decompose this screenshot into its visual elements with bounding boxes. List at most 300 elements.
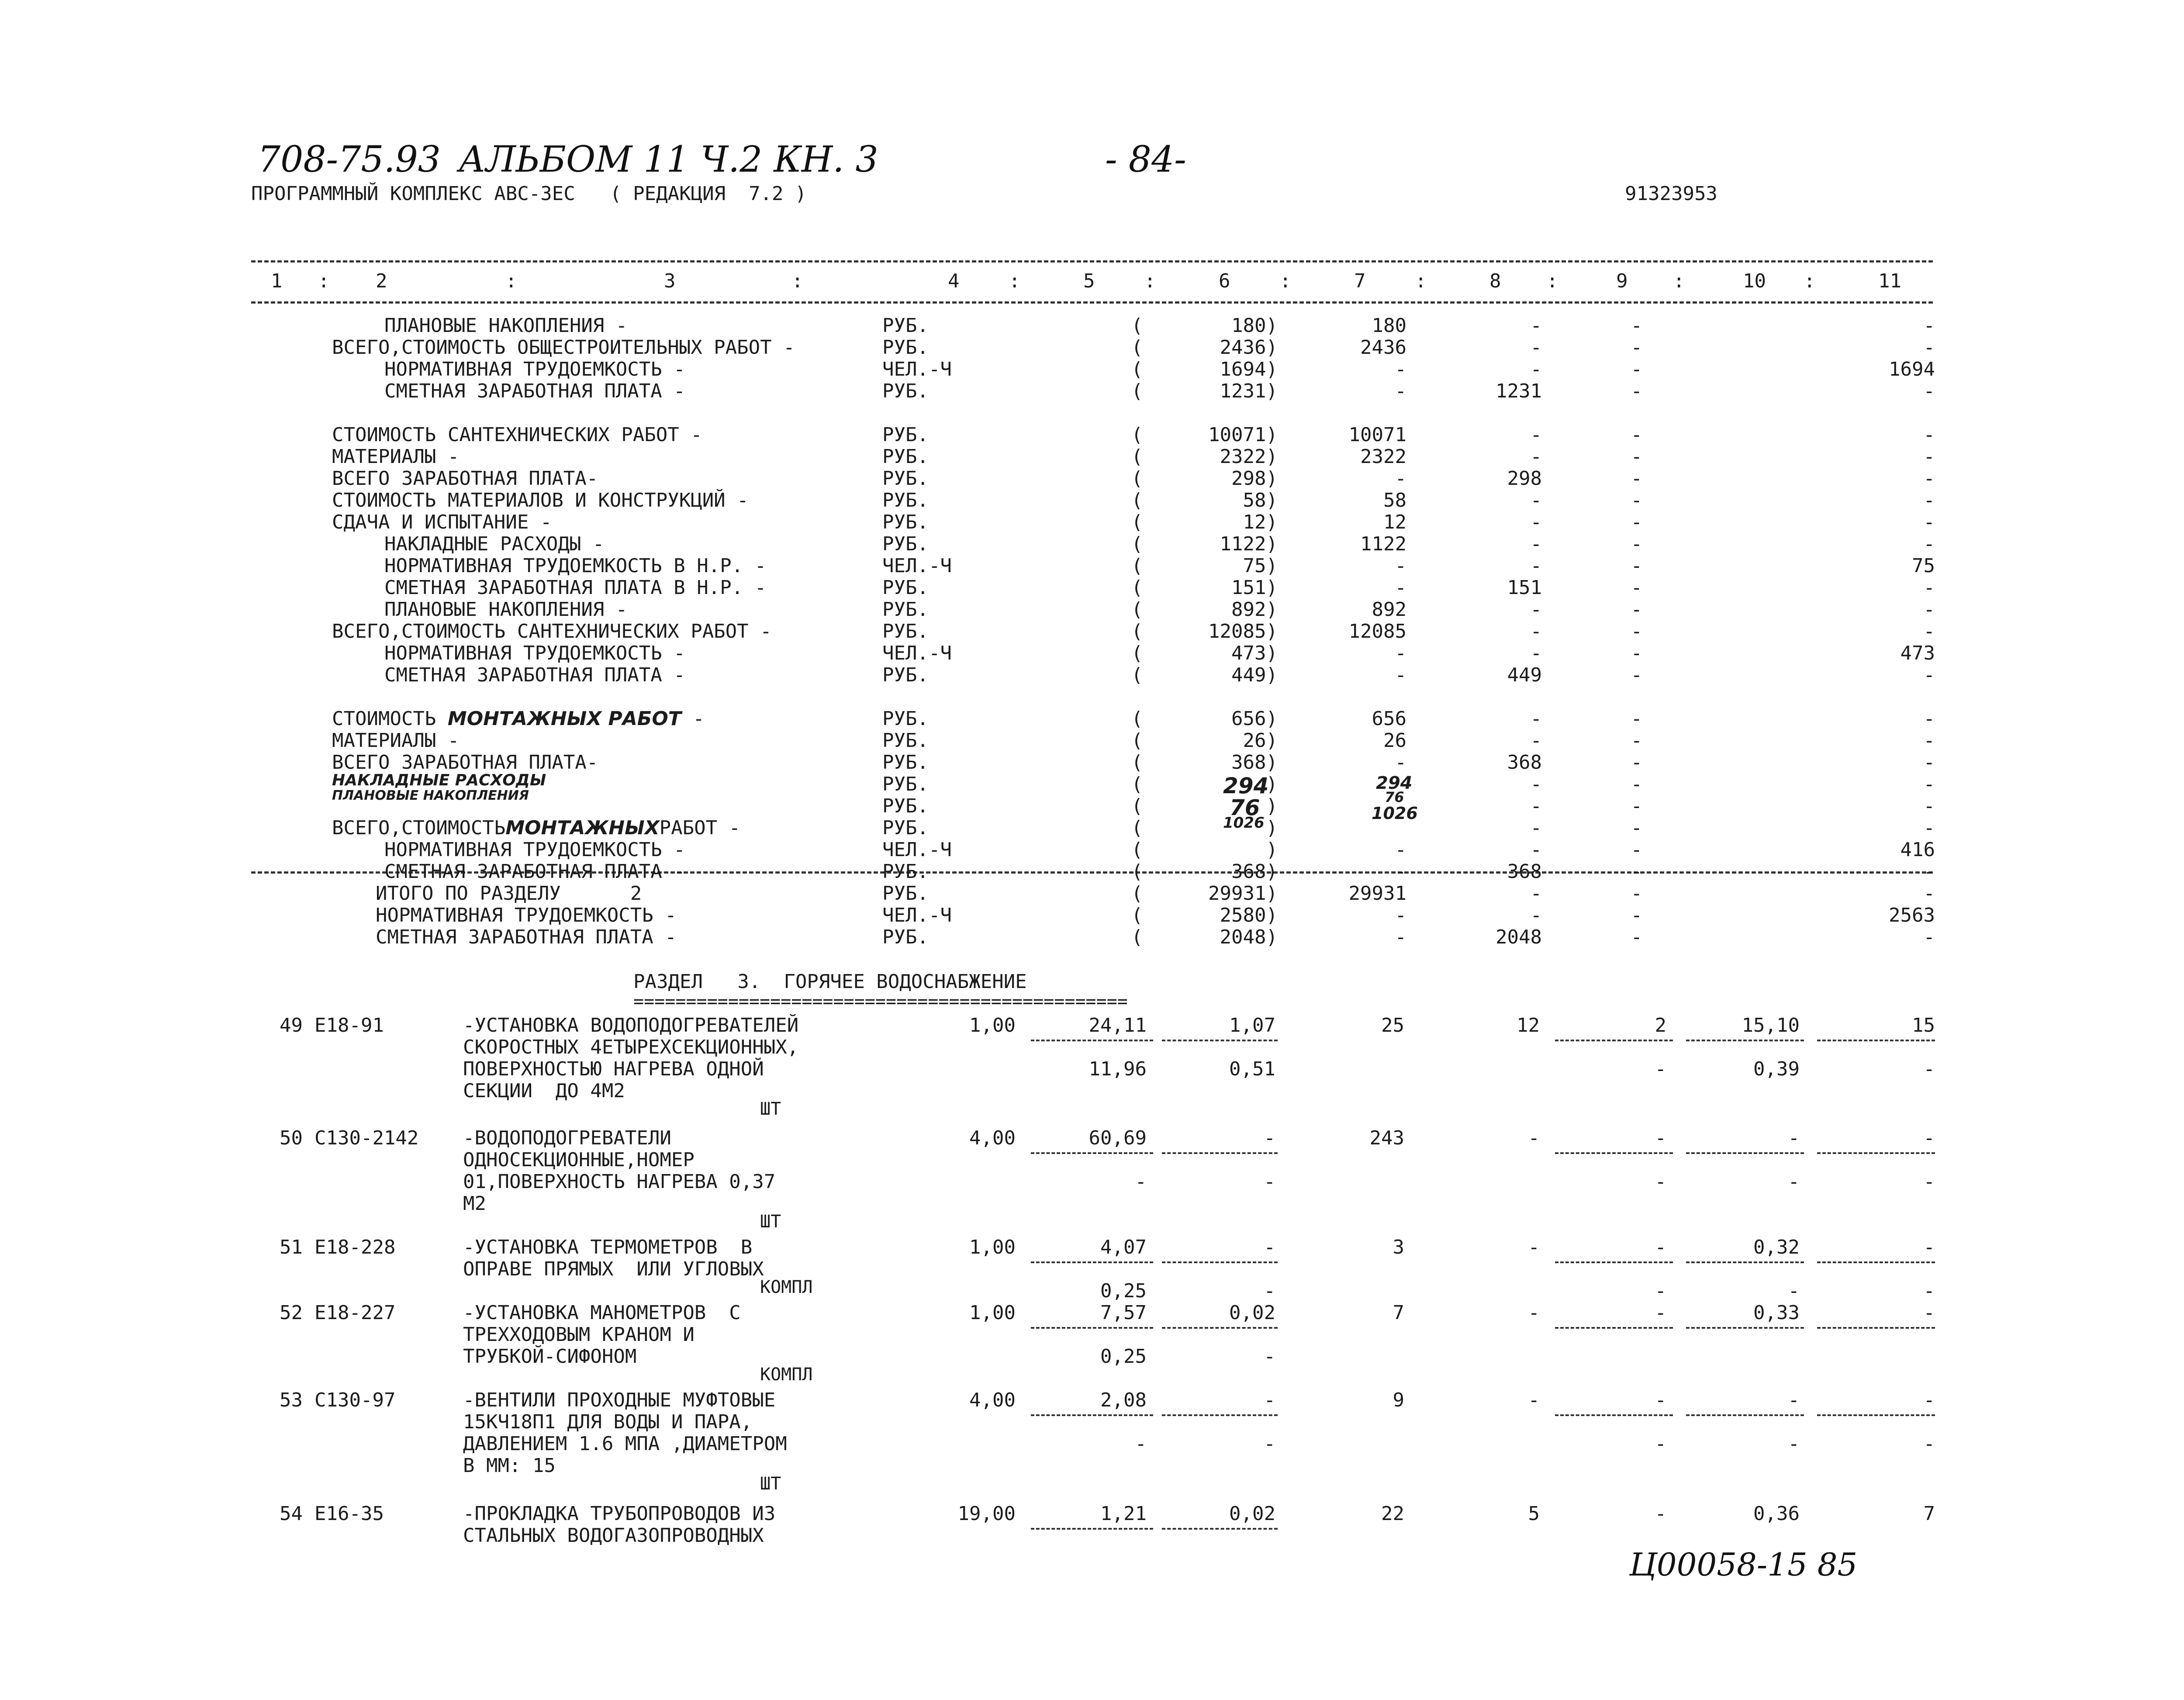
summary-unit: ЧЕЛ.-Ч xyxy=(882,555,952,577)
item-value-separator xyxy=(1162,1152,1278,1154)
summary-c6: 368) xyxy=(1231,860,1278,883)
summary-c9: - xyxy=(1631,795,1642,817)
item-value-separator xyxy=(1686,1414,1804,1416)
item-value-separator xyxy=(1817,1152,1935,1154)
item-description-line: -ВЕНТИЛИ ПРОХОДНЫЕ МУФТОВЫЕ xyxy=(463,1389,776,1411)
item-description-line: 15КЧ18П1 ДЛЯ ВОДЫ И ПАРА, xyxy=(463,1411,753,1433)
item-c11: 7 xyxy=(1923,1503,1935,1525)
summary-unit: РУБ. xyxy=(882,708,929,730)
summary-c9: - xyxy=(1631,336,1642,359)
item-code: С130-2142 xyxy=(314,1127,419,1149)
summary-open-paren: ( xyxy=(1131,358,1143,380)
item-number: 49 xyxy=(280,1014,303,1037)
summary-c9: - xyxy=(1631,751,1642,774)
item-r2-c5: 11,96 xyxy=(1089,1058,1147,1080)
summary-label xyxy=(332,489,749,511)
summary-c7: - xyxy=(1395,555,1406,577)
summary-open-paren: ( xyxy=(1131,773,1143,795)
item-c9: - xyxy=(1655,1389,1666,1411)
summary-c6: 58) xyxy=(1243,489,1278,511)
summary-c8: - xyxy=(1530,489,1542,511)
item-r2-c11: - xyxy=(1923,1058,1935,1080)
summary-c7: - xyxy=(1395,839,1406,861)
summary-open-paren: ( xyxy=(1131,860,1143,883)
item-c6: 1,07 xyxy=(1229,1014,1275,1037)
summary-c9: - xyxy=(1631,577,1642,599)
summary-label xyxy=(384,533,604,555)
summary-c6: ) xyxy=(1266,839,1278,861)
item-r2-c6: - xyxy=(1264,1433,1275,1455)
summary-c7: 180 xyxy=(1372,314,1406,337)
handwritten-294-c6: 294 xyxy=(1223,773,1269,798)
column-separator: : xyxy=(1279,270,1291,292)
summary-c7: - xyxy=(1395,577,1406,599)
item-code: Е18-228 xyxy=(314,1236,396,1258)
totals-open-paren: ( xyxy=(1131,904,1143,926)
summary-unit: РУБ. xyxy=(882,577,929,599)
summary-c6: 26) xyxy=(1243,729,1278,752)
summary-c7: - xyxy=(1395,380,1406,402)
summary-c11: - xyxy=(1923,467,1935,490)
item-c8: - xyxy=(1528,1389,1540,1411)
summary-c11: - xyxy=(1923,314,1935,337)
column-separator: : xyxy=(505,270,517,292)
summary-label xyxy=(332,336,795,359)
summary-open-paren: ( xyxy=(1131,336,1143,359)
item-description-line: ОДНОСЕКЦИОННЫЕ,НОМЕР xyxy=(463,1149,695,1171)
summary-c11: - xyxy=(1923,795,1935,817)
summary-c11: - xyxy=(1923,729,1935,752)
column-header-9: 9 xyxy=(1616,270,1628,292)
summary-c7: 892 xyxy=(1372,598,1406,621)
summary-unit: РУБ. xyxy=(882,729,929,752)
item-description-line: -УСТАНОВКА МАНОМЕТРОВ С xyxy=(463,1302,741,1324)
item-value-separator xyxy=(1031,1040,1153,1041)
summary-c11: - xyxy=(1923,620,1935,643)
item-unit: ШТ xyxy=(760,1212,781,1232)
item-c11: - xyxy=(1923,1127,1935,1149)
item-description-line: ТРЕХХОДОВЫМ КРАНОМ И xyxy=(463,1323,695,1346)
column-header-5: 5 xyxy=(1083,270,1095,292)
totals-c11: 2563 xyxy=(1889,904,1935,926)
item-c11: 15 xyxy=(1912,1014,1935,1037)
item-c7: 7 xyxy=(1393,1302,1404,1324)
item-r2-c10: - xyxy=(1788,1280,1800,1302)
summary-label xyxy=(384,555,766,577)
summary-c6: 656) xyxy=(1231,708,1278,730)
item-description-line: -ПРОКЛАДКА ТРУБОПРОВОДОВ ИЗ xyxy=(463,1503,776,1525)
summary-label-text: СТОИМОСТЬ МАТЕРИАЛОВ И КОНСТРУКЦИЙ - xyxy=(332,489,749,511)
summary-c8: - xyxy=(1530,533,1542,555)
totals-c8: - xyxy=(1530,882,1542,905)
item-r2-c10: - xyxy=(1788,1171,1800,1193)
summary-c9: - xyxy=(1631,424,1642,446)
totals-c11: - xyxy=(1923,926,1935,948)
item-c4: 4,00 xyxy=(969,1127,1016,1149)
summary-open-paren: ( xyxy=(1131,489,1143,511)
summary-c7: - xyxy=(1395,358,1406,380)
summary-open-paren: ( xyxy=(1131,839,1143,861)
totals-open-paren: ( xyxy=(1131,926,1143,948)
summary-unit: ЧЕЛ.-Ч xyxy=(882,358,952,380)
summary-label-text: ПЛАНОВЫЕ НАКОПЛЕНИЯ - xyxy=(384,314,628,337)
summary-c8: - xyxy=(1530,511,1542,533)
summary-c8: 151 xyxy=(1507,577,1542,599)
summary-c6: 473) xyxy=(1231,642,1278,664)
summary-label xyxy=(332,511,552,533)
summary-c11: - xyxy=(1923,577,1935,599)
item-r2-c5: 0,25 xyxy=(1100,1280,1147,1302)
totals-unit: РУБ. xyxy=(882,926,929,948)
program-title: ПРОГРАММНЫЙ КОМПЛЕКС АВС-3ЕС ( РЕДАКЦИЯ 7.2 ) xyxy=(251,183,807,205)
summary-label xyxy=(332,817,740,839)
handwritten-1026-c7: 1026 xyxy=(1372,804,1418,823)
column-header-2: 2 xyxy=(376,270,387,292)
item-r2-c9: - xyxy=(1655,1280,1666,1302)
column-separator: : xyxy=(1673,270,1685,292)
summary-unit: РУБ. xyxy=(882,533,929,555)
item-c6: - xyxy=(1264,1389,1275,1411)
item-c9: - xyxy=(1655,1127,1666,1149)
item-value-separator xyxy=(1817,1327,1935,1329)
item-value-separator xyxy=(1817,1261,1935,1263)
totals-c7: - xyxy=(1395,926,1406,948)
totals-open-paren: ( xyxy=(1131,882,1143,905)
header-rule-top xyxy=(251,260,1933,263)
summary-label-text: НОРМАТИВНАЯ ТРУДОЕМКОСТЬ - xyxy=(384,642,685,664)
handwritten-294-c7: 294 xyxy=(1376,773,1413,793)
summary-c9: - xyxy=(1631,664,1642,686)
summary-open-paren: ( xyxy=(1131,511,1143,533)
summary-c6: 1122) xyxy=(1220,533,1278,555)
summary-c9: - xyxy=(1631,511,1642,533)
summary-c6: 2436) xyxy=(1220,336,1278,359)
summary-c9: - xyxy=(1631,620,1642,643)
summary-open-paren: ( xyxy=(1131,424,1143,446)
summary-open-paren: ( xyxy=(1131,642,1143,664)
item-value-separator xyxy=(1162,1040,1278,1041)
summary-unit: РУБ. xyxy=(882,314,929,337)
summary-unit: РУБ. xyxy=(882,598,929,621)
totals-label: СМЕТНАЯ ЗАРАБОТНАЯ ПЛАТА - xyxy=(376,926,677,948)
summary-open-paren: ( xyxy=(1131,708,1143,730)
item-value-separator xyxy=(1031,1414,1153,1416)
item-code: Е16-35 xyxy=(314,1503,384,1525)
item-c5: 1,21 xyxy=(1100,1503,1147,1525)
item-c4: 1,00 xyxy=(969,1302,1016,1324)
item-value-separator xyxy=(1162,1261,1278,1263)
handwritten-76-c6: 76 xyxy=(1230,795,1260,820)
summary-c8: - xyxy=(1530,424,1542,446)
summary-label-text: ПЛАНОВЫЕ НАКОПЛЕНИЯ - xyxy=(384,598,628,621)
summary-label-text: НОРМАТИВНАЯ ТРУДОЕМКОСТЬ - xyxy=(384,839,685,861)
summary-c11: - xyxy=(1923,598,1935,621)
summary-open-paren: ( xyxy=(1131,598,1143,621)
item-c6: 0,02 xyxy=(1229,1302,1275,1324)
summary-c7: - xyxy=(1395,751,1406,774)
summary-c11: 473 xyxy=(1900,642,1935,664)
summary-unit: ЧЕЛ.-Ч xyxy=(882,642,952,664)
item-number: 53 xyxy=(280,1389,303,1411)
summary-open-paren: ( xyxy=(1131,380,1143,402)
item-unit: ШТ xyxy=(760,1474,781,1494)
summary-label xyxy=(332,751,598,774)
item-value-separator xyxy=(1031,1528,1153,1530)
summary-c6: 368) xyxy=(1231,751,1278,774)
summary-unit: РУБ. xyxy=(882,751,929,774)
summary-c6: 12085) xyxy=(1208,620,1278,643)
totals-c6: 2048) xyxy=(1220,926,1278,948)
item-description-line: СТАЛЬНЫХ ВОДОГАЗОПРОВОДНЫХ xyxy=(463,1524,764,1547)
summary-label-suffix: - xyxy=(681,708,705,730)
summary-label xyxy=(384,860,685,883)
summary-c9: - xyxy=(1631,446,1642,468)
summary-c7: - xyxy=(1395,642,1406,664)
item-description-line: -ВОДОПОДОГРЕВАТЕЛИ xyxy=(463,1127,671,1149)
item-c11: - xyxy=(1923,1236,1935,1258)
summary-label xyxy=(384,380,685,402)
item-c8: 5 xyxy=(1528,1503,1540,1525)
summary-unit: РУБ. xyxy=(882,620,929,643)
summary-c8: - xyxy=(1530,729,1542,752)
summary-label xyxy=(384,598,627,621)
summary-c8: 1231 xyxy=(1496,380,1542,402)
summary-label-text: МАТЕРИАЛЫ - xyxy=(332,446,460,468)
summary-open-paren: ( xyxy=(1131,555,1143,577)
totals-label: НОРМАТИВНАЯ ТРУДОЕМКОСТЬ - xyxy=(376,904,677,926)
summary-c11: - xyxy=(1923,424,1935,446)
column-header-4: 4 xyxy=(948,270,960,292)
column-header-8: 8 xyxy=(1489,270,1501,292)
item-value-separator xyxy=(1162,1414,1278,1416)
column-header-10: 10 xyxy=(1743,270,1766,292)
summary-c8: - xyxy=(1530,336,1542,359)
item-description-line: ПОВЕРХНОСТЬЮ НАГРЕВА ОДНОЙ xyxy=(463,1058,764,1080)
item-c7: 22 xyxy=(1381,1503,1404,1525)
item-value-separator xyxy=(1686,1327,1804,1329)
summary-c7: 2322 xyxy=(1360,446,1406,468)
summary-c7: - xyxy=(1395,860,1406,883)
summary-c8: - xyxy=(1530,795,1542,817)
summary-unit: РУБ. xyxy=(882,664,929,686)
summary-c6: 1694) xyxy=(1220,358,1278,380)
handwritten-76-c7: 76 xyxy=(1385,789,1404,805)
summary-c6: 298) xyxy=(1231,467,1278,490)
summary-c6: 449) xyxy=(1231,664,1278,686)
summary-label-text: ВСЕГО,СТОИМОСТЬ xyxy=(332,817,506,839)
summary-c9: - xyxy=(1631,729,1642,752)
item-c10: 0,32 xyxy=(1753,1236,1800,1258)
item-description-line: В ММ: 15 xyxy=(463,1455,556,1477)
header-rule-bottom xyxy=(251,301,1933,304)
totals-c9: - xyxy=(1631,882,1642,905)
summary-c7: - xyxy=(1395,467,1406,490)
summary-label-text: СМЕТНАЯ ЗАРАБОТНАЯ ПЛАТА В Н.Р. - xyxy=(384,577,767,599)
totals-label: ИТОГО ПО РАЗДЕЛУ 2 xyxy=(376,882,642,905)
item-c11: - xyxy=(1923,1302,1935,1324)
summary-c6: 892) xyxy=(1231,598,1278,621)
summary-c8: 449 xyxy=(1507,664,1542,686)
summary-unit: РУБ. xyxy=(882,467,929,490)
item-description-line: -УСТАНОВКА ТЕРМОМЕТРОВ В xyxy=(463,1236,753,1258)
item-value-separator xyxy=(1817,1040,1935,1041)
item-c8: - xyxy=(1528,1127,1540,1149)
summary-c11: - xyxy=(1923,860,1935,883)
item-c4: 1,00 xyxy=(969,1236,1016,1258)
summary-c9: - xyxy=(1631,358,1642,380)
item-c5: 4,07 xyxy=(1100,1236,1147,1258)
item-c5: 2,08 xyxy=(1100,1389,1147,1411)
summary-label-text: НОРМАТИВНАЯ ТРУДОЕМКОСТЬ В Н.Р. - xyxy=(384,555,767,577)
summary-c9: - xyxy=(1631,467,1642,490)
summary-c6: 1231) xyxy=(1220,380,1278,402)
column-header-7: 7 xyxy=(1354,270,1366,292)
summary-c8: - xyxy=(1530,446,1542,468)
summary-c8: - xyxy=(1530,314,1542,337)
document-number: 91323953 xyxy=(1625,183,1717,205)
summary-open-paren: ( xyxy=(1131,314,1143,337)
summary-label xyxy=(384,314,627,337)
summary-c8: - xyxy=(1530,817,1542,839)
item-c10: - xyxy=(1788,1389,1800,1411)
summary-label-text: НАКЛАДНЫЕ РАСХОДЫ - xyxy=(384,533,605,555)
item-value-separator xyxy=(1555,1327,1673,1329)
summary-c9: - xyxy=(1631,839,1642,861)
column-header-11: 11 xyxy=(1878,270,1901,292)
section-title: РАЗДЕЛ 3. ГОРЯЧЕЕ ВОДОСНАБЖЕНИЕ xyxy=(633,971,1027,993)
item-c9: - xyxy=(1655,1302,1666,1324)
summary-open-paren: ( xyxy=(1131,817,1143,839)
summary-label xyxy=(332,729,459,752)
item-c9: - xyxy=(1655,1236,1666,1258)
summary-label-text: НОРМАТИВНАЯ ТРУДОЕМКОСТЬ - xyxy=(384,358,685,380)
summary-c8: - xyxy=(1530,642,1542,664)
item-description-line: СКОРОСТНЫХ 4ЕТЫРЕХСЕКЦИОННЫХ, xyxy=(463,1036,799,1058)
item-number: 54 xyxy=(280,1503,303,1525)
column-header-6: 6 xyxy=(1219,270,1230,292)
summary-c11: - xyxy=(1923,817,1935,839)
summary-label xyxy=(384,839,685,861)
summary-label xyxy=(332,446,459,468)
summary-open-paren: ( xyxy=(1131,577,1143,599)
summary-unit: РУБ. xyxy=(882,860,929,883)
summary-open-paren: ( xyxy=(1131,664,1143,686)
item-c10: 15,10 xyxy=(1742,1014,1800,1037)
totals-c11: - xyxy=(1923,882,1935,905)
item-value-separator xyxy=(1555,1261,1673,1263)
summary-unit: РУБ. xyxy=(882,336,929,359)
summary-c6: 10071) xyxy=(1208,424,1278,446)
summary-label-suffix: РАБОТ - xyxy=(659,817,741,839)
column-separator: : xyxy=(1415,270,1427,292)
summary-unit: РУБ. xyxy=(882,795,929,817)
item-c10: - xyxy=(1788,1127,1800,1149)
summary-c8: 298 xyxy=(1507,467,1542,490)
summary-c9: - xyxy=(1631,489,1642,511)
summary-label xyxy=(384,577,766,599)
totals-unit: РУБ. xyxy=(882,882,929,905)
column-separator: : xyxy=(1546,270,1558,292)
item-c10: 0,36 xyxy=(1753,1503,1800,1525)
item-description-line: ОПРАВЕ ПРЯМЫХ ИЛИ УГЛОВЫХ xyxy=(463,1258,764,1280)
item-c8: - xyxy=(1528,1236,1540,1258)
item-r2-c11: - xyxy=(1923,1171,1935,1193)
item-description-line: М2 xyxy=(463,1192,486,1215)
summary-c9: - xyxy=(1631,380,1642,402)
summary-c8: - xyxy=(1530,839,1542,861)
summary-c9: - xyxy=(1631,773,1642,795)
summary-open-paren: ( xyxy=(1131,751,1143,774)
summary-label-text: МАТЕРИАЛЫ - xyxy=(332,729,460,752)
item-unit: ШТ xyxy=(760,1099,781,1119)
album-label: АЛЬБОМ 11 Ч.2 КН. 3 xyxy=(459,139,878,180)
summary-c11: - xyxy=(1923,773,1935,795)
item-value-separator xyxy=(1686,1040,1804,1041)
summary-label-text: ВСЕГО ЗАРАБОТНАЯ ПЛАТА- xyxy=(332,751,598,774)
item-c4: 4,00 xyxy=(969,1389,1016,1411)
summary-unit: ЧЕЛ.-Ч xyxy=(882,839,952,861)
summary-label-text: ВСЕГО ЗАРАБОТНАЯ ПЛАТА- xyxy=(332,467,598,490)
summary-c6: 180) xyxy=(1231,314,1278,337)
summary-open-paren: ( xyxy=(1131,795,1143,817)
item-r2-c11: - xyxy=(1923,1433,1935,1455)
summary-unit: РУБ. xyxy=(882,773,929,795)
item-r2-c11: - xyxy=(1923,1280,1935,1302)
summary-label-text: ВСЕГО,СТОИМОСТЬ ОБЩЕСТРОИТЕЛЬНЫХ РАБОТ - xyxy=(332,336,795,359)
summary-open-paren: ( xyxy=(1131,467,1143,490)
column-header-1: 1 xyxy=(271,270,283,292)
summary-label-text: СТОИМОСТЬ xyxy=(332,708,448,730)
item-value-separator xyxy=(1686,1261,1804,1263)
summary-c8: 368 xyxy=(1507,860,1542,883)
summary-c7: 2436 xyxy=(1360,336,1406,359)
item-c4: 19,00 xyxy=(957,1503,1016,1525)
summary-c9: - xyxy=(1631,860,1642,883)
summary-label-text: СМЕТНАЯ ЗАРАБОТНАЯ ПЛАТА - xyxy=(384,380,685,402)
item-value-separator xyxy=(1555,1152,1673,1154)
totals-c7: - xyxy=(1395,904,1406,926)
item-description-line: ДАВЛЕНИЕМ 1.6 МПА ,ДИАМЕТРОМ xyxy=(463,1433,787,1455)
summary-c6: ) xyxy=(1266,817,1278,839)
summary-open-paren: ( xyxy=(1131,533,1143,555)
item-c9: - xyxy=(1655,1503,1666,1525)
item-r2-c6: 0,51 xyxy=(1229,1058,1275,1080)
item-c6: - xyxy=(1264,1236,1275,1258)
footer-stamp: Ц00058-15 85 xyxy=(1629,1546,1858,1583)
item-c7: 243 xyxy=(1369,1127,1404,1149)
column-separator: : xyxy=(1144,270,1156,292)
summary-c11: - xyxy=(1923,664,1935,686)
item-description-line: СЕКЦИИ ДО 4М2 xyxy=(463,1080,625,1102)
item-r2-c10: 0,39 xyxy=(1753,1058,1800,1080)
page-number: - 84- xyxy=(1105,139,1186,180)
summary-c8: - xyxy=(1530,620,1542,643)
item-code: С130-97 xyxy=(314,1389,396,1411)
column-separator: : xyxy=(318,270,330,292)
item-unit: КОМПЛ xyxy=(760,1277,813,1297)
item-r2-c5: - xyxy=(1135,1433,1147,1455)
item-value-separator xyxy=(1031,1327,1153,1329)
item-c4: 1,00 xyxy=(969,1014,1016,1037)
item-value-separator xyxy=(1686,1152,1804,1154)
summary-label xyxy=(384,664,685,686)
item-c11: - xyxy=(1923,1389,1935,1411)
summary-c7: 12085 xyxy=(1348,620,1406,643)
item-c7: 3 xyxy=(1393,1236,1404,1258)
summary-c9: - xyxy=(1631,314,1642,337)
item-c6: - xyxy=(1264,1127,1275,1149)
summary-unit: РУБ. xyxy=(882,380,929,402)
